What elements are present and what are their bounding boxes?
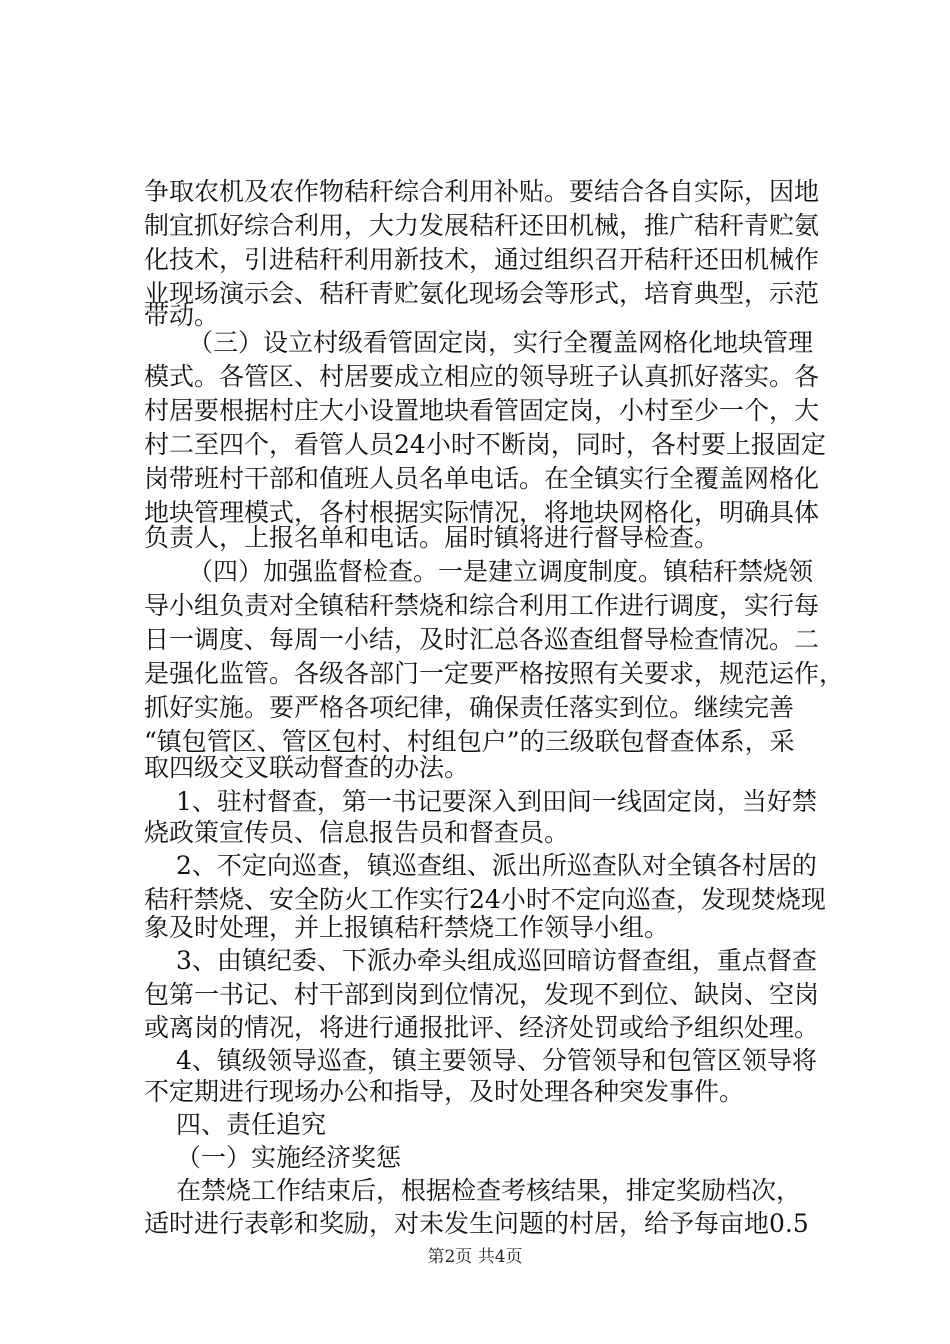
list-item-4: 4、镇级领导巡查，镇主要领导、分管领导和包管区领导将 [176,1046,817,1075]
text-line: 村二至四个，看管人员24小时不断岗，同时，各村要上报固定 [144,430,826,459]
list-item-3: 3、由镇纪委、下派办牵头组成巡回暗访督查组，重点督查 [176,946,817,975]
text-line: 村居要根据村庄大小设置地块看管固定岗，小村至少一个，大 [144,396,820,425]
text-line: 导小组负责对全镇秸秆禁烧和综合利用工作进行调度，实行每 [144,591,820,620]
text-line: 抓好实施。要严格各项纪律，确保责任落实到位。继续完善 [144,693,795,722]
text-line: 带动。 [144,301,220,330]
text-line: 烧政策宣传员、信息报告员和督查员。 [144,818,570,847]
text-line: 地块管理模式，各村根据实际情况，将地块网格化，明确具体 [144,498,820,527]
list-item-1: 1、驻村督查，第一书记要深入到田间一线固定岗，当好禁 [176,787,817,816]
section-heading-4: （四）加强监督检查。一是建立调度制度。镇秸秆禁烧领 [188,557,814,586]
text-line: 制宜抓好综合利用，大力发展秸秆还田机械，推广秸秆青贮氨 [144,211,820,240]
text-line: 岗带班村干部和值班人员名单电话。在全镇实行全覆盖网格化 [144,464,820,493]
text-line: 在禁烧工作结束后，根据检查考核结果，排定奖励档次， [176,1176,802,1205]
text-line: 是强化监管。各级各部门一定要严格按照有关要求，规范运作， [144,659,845,688]
text-line: 象及时处理，并上报镇秸秆禁烧工作领导小组。 [144,913,670,942]
list-item-2: 2、不定向巡查，镇巡查组、派出所巡查队对全镇各村居的 [176,851,817,880]
text-line: 争取农机及农作物秸秆综合利用补贴。要结合各自实际，因地 [144,177,820,206]
text-line: 日一调度、每周一小结，及时汇总各巡查组督导检查情况。二 [144,625,820,654]
subsection-heading-1: （一）实施经济奖惩 [176,1143,402,1172]
text-line: 模式。各管区、村居要成立相应的领导班子认真抓好落实。各 [144,362,820,391]
text-line: 业现场演示会、秸秆青贮氨化现场会等形式，培育典型，示范 [144,279,820,308]
text-line: 取四级交叉联动督查的办法。 [144,753,470,782]
text-line: “镇包管区、管区包村、村组包户”的三级联包督查体系，采 [144,727,795,756]
text-line: 适时进行表彰和奖励，对未发生问题的村居，给予每亩地0.5 [144,1209,809,1238]
text-line: 秸秆禁烧、安全防火工作实行24小时不定向巡查，发现焚烧现 [144,885,826,914]
text-line: 化技术，引进秸秆利用新技术，通过组织召开秸秆还田机械作 [144,245,820,274]
section-heading-four: 四、责任追究 [176,1110,327,1139]
text-line: 或离岗的情况，将进行通报批评、经济处罚或给予组织处理。 [144,1013,820,1042]
page-number-footer: 第2页 共4页 [427,1247,523,1267]
section-heading-3: （三）设立村级看管固定岗，实行全覆盖网格化地块管理 [188,328,814,357]
text-line: 不定期进行现场办公和指导，及时处理各种突发事件。 [144,1077,745,1106]
text-line: 负责人，上报名单和电话。届时镇将进行督导检查。 [144,523,720,552]
text-line: 包第一书记、村干部到岗到位情况，发现不到位、缺岗、空岗 [144,980,820,1009]
